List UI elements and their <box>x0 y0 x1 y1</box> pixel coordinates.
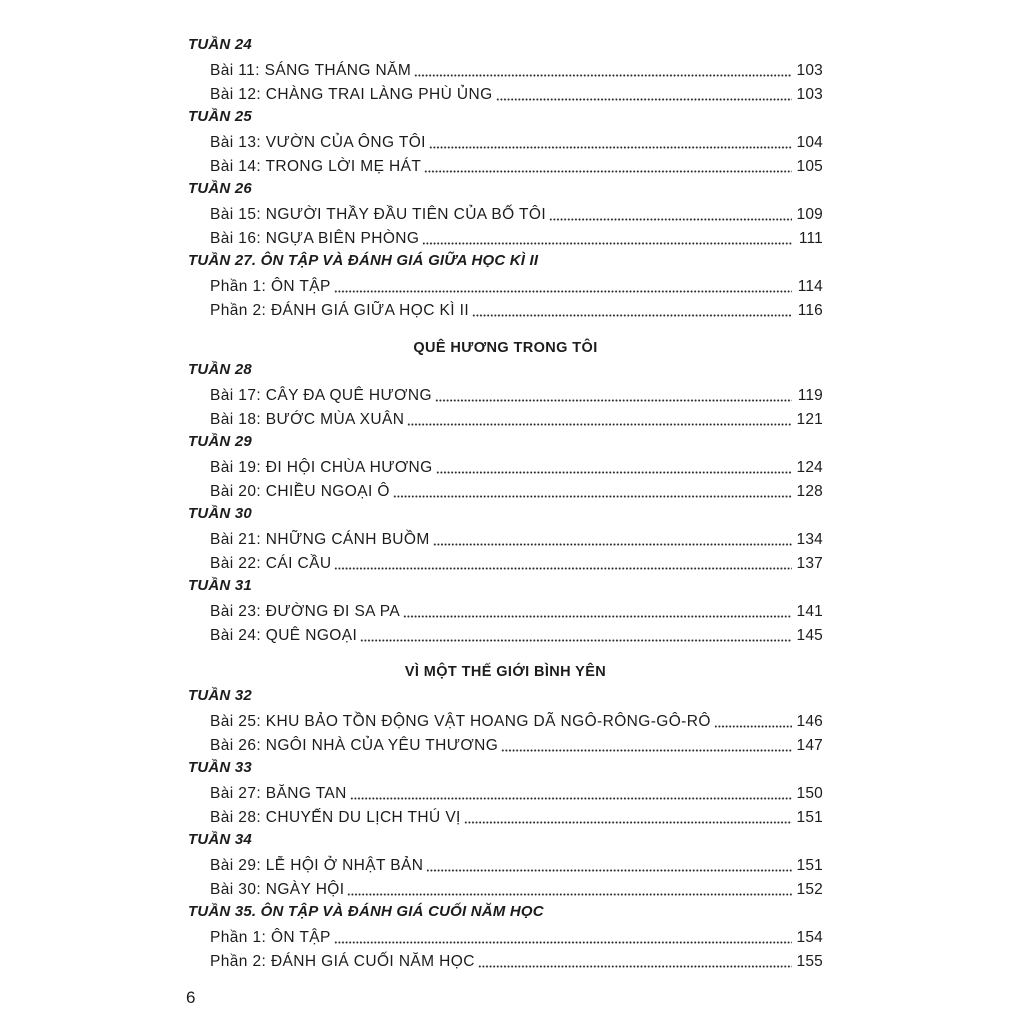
toc-entry <box>188 227 823 251</box>
toc-entry-title: Bài 28: CHUYẾN DU LỊCH THÚ VỊ <box>210 809 461 826</box>
toc-entry <box>188 275 823 299</box>
week-heading: TUẦN 27. ÔN TẬP VÀ ĐÁNH GIÁ GIỮA HỌC KÌ II <box>188 252 539 269</box>
toc-entry-page: 121 <box>796 411 823 428</box>
toc-entry-page: 141 <box>796 603 823 620</box>
toc-entry-title: Bài 25: KHU BẢO TỒN ĐỘNG VẬT HOANG DÃ NGÔ-RÔNG-GÔ-RÔ <box>210 713 711 730</box>
dot-leader <box>464 821 792 824</box>
toc-entry <box>188 624 823 648</box>
toc-entry-title: Bài 15: NGƯỜI THẦY ĐẦU TIÊN CỦA BỐ TÔI <box>210 206 547 223</box>
week-heading: TUẦN 26 <box>188 180 252 197</box>
table-of-contents <box>188 35 823 974</box>
toc-entry-page: 134 <box>796 531 823 548</box>
toc-entry-title: Bài 13: VƯỜN CỦA ÔNG TÔI <box>210 134 426 151</box>
dot-leader <box>435 399 792 402</box>
toc-entry-page: 155 <box>796 953 823 970</box>
dot-leader <box>360 639 792 642</box>
dot-leader <box>424 170 792 173</box>
toc-entry-title: Bài 18: BƯỚC MÙA XUÂN <box>210 411 405 428</box>
toc-entry-title: Bài 12: CHÀNG TRAI LÀNG PHÙ ỦNG <box>210 86 493 103</box>
dot-leader <box>407 423 792 426</box>
toc-entry-page: 151 <box>796 857 823 874</box>
dot-leader <box>334 941 792 944</box>
week-heading: TUẦN 33 <box>188 759 252 776</box>
toc-entry <box>188 59 823 83</box>
toc-entry-title: Bài 24: QUÊ NGOẠI <box>210 627 358 644</box>
toc-entry-page: 109 <box>796 206 823 223</box>
week-heading: TUẦN 24 <box>188 36 252 53</box>
toc-entry-page: 137 <box>796 555 823 572</box>
toc-entry-page: 152 <box>796 881 823 898</box>
dot-leader <box>414 74 792 77</box>
dot-leader <box>549 218 792 221</box>
dot-leader <box>433 543 792 546</box>
toc-entry-page: 111 <box>798 230 823 247</box>
toc-entry-title: Bài 26: NGÔI NHÀ CỦA YÊU THƯƠNG <box>210 737 499 754</box>
toc-entry-title: Bài 17: CÂY ĐA QUÊ HƯƠNG <box>210 387 432 404</box>
toc-entry-page: 105 <box>796 158 823 175</box>
toc-entry-title: Bài 21: NHỮNG CÁNH BUỒM <box>210 531 430 548</box>
toc-entry-title: Phần 2: ĐÁNH GIÁ CUỐI NĂM HỌC <box>210 953 475 970</box>
toc-entry-title: Bài 16: NGỰA BIÊN PHÒNG <box>210 230 420 247</box>
toc-entry <box>188 456 823 480</box>
dot-leader <box>347 893 792 896</box>
toc-entry-page: 151 <box>796 809 823 826</box>
toc-entry-page: 124 <box>796 459 823 476</box>
dot-leader <box>429 146 792 149</box>
toc-entry <box>188 299 823 323</box>
week-heading: TUẦN 35. ÔN TẬP VÀ ĐÁNH GIÁ CUỐI NĂM HỌC <box>188 903 544 920</box>
dot-leader <box>436 471 792 474</box>
toc-entry <box>188 854 823 878</box>
toc-entry <box>188 926 823 950</box>
week-heading: TUẦN 28 <box>188 361 252 378</box>
toc-entry <box>188 155 823 179</box>
toc-entry-title: Bài 29: LỄ HỘI Ở NHẬT BẢN <box>210 857 424 874</box>
toc-entry <box>188 950 823 974</box>
toc-entry <box>188 408 823 432</box>
dot-leader <box>422 242 792 245</box>
toc-entry-title: Phần 2: ĐÁNH GIÁ GIỮA HỌC KÌ II <box>210 302 470 319</box>
dot-leader <box>501 749 792 752</box>
toc-entry <box>188 734 823 758</box>
toc-entry <box>188 878 823 902</box>
toc-entry-page: 146 <box>796 713 823 730</box>
toc-entry <box>188 782 823 806</box>
dot-leader <box>426 869 792 872</box>
toc-entry <box>188 710 823 734</box>
toc-entry-page: 145 <box>796 627 823 644</box>
page-number: 6 <box>186 988 196 1007</box>
toc-entry <box>188 552 823 576</box>
dot-leader <box>472 314 792 317</box>
toc-entry <box>188 203 823 227</box>
dot-leader <box>334 290 792 293</box>
toc-entry <box>188 480 823 504</box>
toc-entry-page: 119 <box>797 387 823 404</box>
dot-leader <box>496 98 792 101</box>
toc-entry-page: 103 <box>796 62 823 79</box>
toc-entry-page: 103 <box>796 86 823 103</box>
dot-leader <box>478 965 792 968</box>
toc-entry-page: 116 <box>797 302 823 319</box>
week-heading: TUẦN 30 <box>188 505 252 522</box>
toc-entry-title: Bài 22: CÁI CẦU <box>210 555 332 572</box>
toc-entry-title: Bài 14: TRONG LỜI MẸ HÁT <box>210 158 422 175</box>
dot-leader <box>393 495 792 498</box>
dot-leader <box>334 567 792 570</box>
toc-entry <box>188 384 823 408</box>
week-heading: TUẦN 32 <box>188 687 252 704</box>
week-heading: TUẦN 29 <box>188 433 252 450</box>
toc-entry-page: 128 <box>796 483 823 500</box>
toc-entry-page: 114 <box>797 278 823 295</box>
toc-entry-page: 147 <box>796 737 823 754</box>
toc-entry-title: Bài 19: ĐI HỘI CHÙA HƯƠNG <box>210 459 433 476</box>
toc-entry <box>188 600 823 624</box>
toc-entry <box>188 131 823 155</box>
toc-entry-title: Phần 1: ÔN TẬP <box>210 929 331 946</box>
toc-entry-page: 150 <box>796 785 823 802</box>
toc-entry-page: 154 <box>796 929 823 946</box>
toc-entry <box>188 806 823 830</box>
week-heading: TUẦN 34 <box>188 831 252 848</box>
toc-entry-title: Bài 20: CHIỀU NGOẠI Ô <box>210 483 390 500</box>
toc-entry-title: Bài 27: BĂNG TAN <box>210 785 347 802</box>
toc-entry-page: 104 <box>796 134 823 151</box>
week-heading: TUẦN 31 <box>188 577 252 594</box>
toc-entry-title: Bài 23: ĐƯỜNG ĐI SA PA <box>210 603 401 620</box>
week-heading: TUẦN 25 <box>188 108 252 125</box>
toc-entry <box>188 83 823 107</box>
toc-entry-title: Bài 30: NGÀY HỘI <box>210 881 345 898</box>
toc-entry <box>188 528 823 552</box>
section-title: QUÊ HƯƠNG TRONG TÔI <box>413 340 598 356</box>
dot-leader <box>350 797 792 800</box>
dot-leader <box>714 725 792 728</box>
section-title: VÌ MỘT THẾ GIỚI BÌNH YÊN <box>404 664 607 680</box>
toc-entry-title: Bài 11: SÁNG THÁNG NĂM <box>210 62 412 79</box>
toc-entry-title: Phần 1: ÔN TẬP <box>210 278 331 295</box>
dot-leader <box>403 615 792 618</box>
